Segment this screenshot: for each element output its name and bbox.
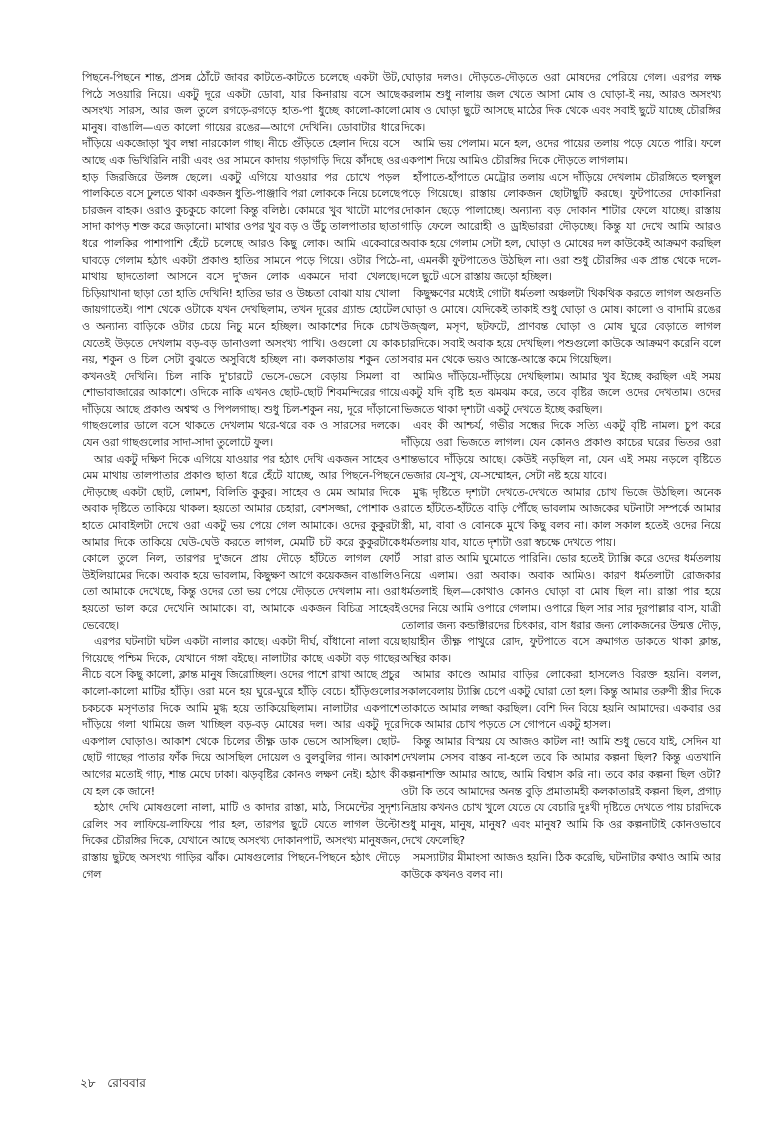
page-footer (80, 1075, 154, 1095)
paragraph: মুগ্ধ দৃষ্টিতে দৃশ্যটা দেখতে-দেখতে আমার চোখ ভিজে উঠছিল। অনেক রাতে হাঁটতে-হাঁটতে বাড়ি পৌঁছে ভাবলাম আজকের ঘটনাটা সম্পর্কে আমার স্ত্রী, মা, বাবা ও বোনকে মুখে কিছু বলব না। কাল সকাল হতেই ওদের নিয়ে ধর্মতলায় যাব, যাতে দৃশ্যটা ওরা স্বচক্ষে দেখতে পায়। (401, 485, 721, 549)
paragraph: এবং কী আশ্চর্য, গভীর সন্ধের দিকে সত্যি একটু বৃষ্টি নামল। চুপ করে দাঁড়িয়ে ওরা ভিজতে লাগল। যেন কোনও প্রকাণ্ড কাচের ঘরের ভিতর ওরা শান্তভাবে দাঁড়িয়ে আছে। কেউই নড়ছিল না, যেন এই সময় নড়লে বৃষ্টিতে ভেজার যে-সুখ, যে-সম্মোহন, সেটা নষ্ট হয়ে যাবে। (401, 419, 721, 483)
paragraph: হাঁপাতে-হাঁপাতে মেট্রোর তলায় এসে দাঁড়িয়ে দেখলাম চৌরঙ্গিতে হুলস্থুল পড়ে গিয়েছে। রাস্তায় লোকজন ছোটাছুটি করছে। ফুটপাতের দোকানিরা দোকান ছেড়ে পালাচ্ছে। অন্যান্য বড় দোকান শাটার ফেলে যাচ্ছে। রাস্তায় গাড়ি ফেলে আরোহী ও ড্রাইভাররা দৌড়চ্ছে। কিন্তু যা দেখে আমি আরও অবাক হয়ে গেলাম সেটা হল, ঘোড়া ও মোষের দল কাউকেই আক্রমণ করছিল না, এমনকী ফুটপাতেও উঠছিল না। ওরা শুধু চৌরঙ্গির এক প্রান্ত থেকে দলে-দলে ছুটে এসে রাস্তায় জড়ো হচ্ছিল। (401, 170, 721, 284)
paragraph: আমিও দাঁড়িয়ে-দাঁড়িয়ে দেখছিলাম। আমার খুব ইচ্ছে করছিল এই সময় একটু যদি বৃষ্টি হত ঝমঝম করে, তবে বৃষ্টির জলে ওদের দেখতাম। ওদের ভিজতে থাকা দৃশ্যটা একটু দেখতে ইচ্ছে করছিল। (401, 369, 721, 416)
paragraph: হঠাৎ দেখি মোষগুলো নালা, মাটি ও কাদার রাস্তা, মাঠ, সিমেন্টের সুদৃশ্য রেলিং সব লাফিয়ে-লাফিয়ে পার হল, তারপর ছুটে যেতে লাগল উল্টো দিকের চৌরঙ্গির দিকে, যেখানে আছে অসংখ্য দোকানপাট, অসংখ্য মানুষজন, রাস্তায় ছুটছে অসংখ্য গাড়ির ঝাঁক। মোষগুলোর পিছনে-পিছনে হঠাৎ দৌড়ে গেল (82, 801, 400, 881)
page-number: ২৮ (80, 1076, 96, 1090)
paragraph: সারা রাত আমি ঘুমোতে পারিনি। ভোর হতেই ট্যাক্সি করে ওদের ধর্মতলায় নিয়ে এলাম। ওরা অবাক। অবাক আমিও। কারণ ধর্মতলাটা রোজকার ধর্মতলাই ছিল—কোথাও কোনও ঘোড়া বা মোষ ছিল না। রাস্তা পার হয়ে ওদের নিয়ে আমি ওপারে গেলাম। ওপারে ছিল সার সার দূরপাল্লার বাস, যাত্রী তোলার জন্য কন্ডাক্টারদের চিৎকার, বাস ধরার জন্য লোকজনের উন্মত্ত দৌড়, ছায়াহীন তীক্ষ্ণ পাথুরে রোদ, ফুটপাতে বসে ক্রমাগত ডাকতে থাকা ক্লান্ত, অস্থির কাক। (401, 552, 721, 665)
paragraph: আমি ভয় পেলাম। মনে হল, ওদের পায়ের তলায় পড়ে যেতে পারি। ফলে একপাশ দিয়ে আমিও চৌরঙ্গির দিকে দৌড়তে লাগলাম। (401, 137, 721, 167)
paragraph: ঘোড়ার দলও। দৌড়তে-দৌড়তে ওরা মোষদের পেরিয়ে গেল। এরপর লক্ষ করলাম শুধু নালায় জল খেতে আসা মোষ ও ঘোড়া-ই নয়, আরও অসংখ্য মোষ ও ঘোড়া ছুটে আসছে মাঠের দিক থেকে এবং সবাই ছুটে যাচ্ছে চৌরঙ্গির দিকে। (401, 71, 721, 134)
paragraph: আর একটু দক্ষিণ দিকে এগিয়ে যাওয়ার পর হঠাৎ দেখি একজন সাহেব ও মেম মাথায় তালপাতার প্রকাণ্ড ছাতা ধরে হেঁটে যাচ্ছে, আর পিছনে-পিছনে দৌড়চ্ছে একটা ছোট, লোমশ, বিলিতি কুকুর। সাহেব ও মেম আমার দিকে অবাক দৃষ্টিতে তাকিয়ে থাকল। হয়তো আমার চেহারা, বেশসজ্জা, পোশাক ও হাতে মোবাইলটা দেখে ওরা একটু ভয় পেয়ে গেল আমাকে। ওদের কুকুরটা আমার দিকে তাকিয়ে ঘেউ-ঘেউ করতে লাগল, মেমটি চট করে কুকুরটাকে কোলে তুলে নিল, তারপর দু'জনে প্রায় দৌড়ে হাঁটতে লাগল ফোর্ট উইলিয়ামের দিকে। অবাক হয়ে ভাবলাম, কিছুক্ষণ আগে কয়েকজন বাঙালিও তো আমাকে দেখেছে, কিন্তু ওদের তো ভয় পেয়ে দৌড়তে দেখলাম না। ওরা হয়তো ভাল করে দেখেনি আমাকে। বা, আমাকে একজন বিচিত্র সাহেবই ভেবেছে। (82, 452, 400, 632)
magazine-name: রোববার (107, 1076, 146, 1090)
paragraph: পিছনে-পিছনে শান্ত, প্রসন্ন ঠোঁটে জাবর কাটতে-কাটতে চলেছে একটা উট, পিঠে সওয়ারি নিয়ে। একটু দূরে একটা ডোবা, যার কিনারায় বসে আছে অসংখ্য সারস, আর জল তুলে রগড়ে-রগড়ে হাত-পা ধুচ্ছে কালো-কালো মানুষ। বাঙালি—এত কালো গায়ের রঙের—আগে দেখিনি। ডোবাটার ধারে দাঁড়িয়ে একজোড়া খুব লম্বা নারকোল গাছ। নীচে গুঁড়িতে হেলান দিয়ে বসে আছে এক ভিখিরিনি নারী এবং ওর সামনে কাদায় গড়াগড়ি দিয়ে কাঁদছে ওর হাড় জিরজিরে উলঙ্গ ছেলে। একটু এগিয়ে যাওয়ার পর চোখে পড়ল পালকিতে বসে ঢুলতে থাকা একজন ধুতি-পাঞ্জাবি পরা লোককে নিয়ে চলেছে চারজন বাহক। ওরাও কুচকুচে কালো কিন্তু বলিষ্ঠ। কোমরে খুব খাটো মাপের সাদা কাপড় শক্ত করে জড়ানো। মাথার ওপর খুব বড় ও উঁচু তালপাতার ছাতা ধরে পালকির পাশাপাশি হেঁটে চলেছে আরও কিছু লোক। আমি একেবারে ঘাবড়ে গেলাম হঠাৎ একটা প্রকাণ্ড হাতির সামনে পড়ে গিয়ে। ওটার পিঠে-মাথায় ছাদতোলা আসনে বসে দু'জন লোক একমনে দাবা খেলছে। চিড়িয়াখানা ছাড়া তো হাতি দেখিনি! হাতির ভার ও উচ্চতা বোঝা যায় খোলা জায়গাতেই। পাশ থেকে ওটাকে যখন দেখছিলাম, তখন দূরের গ্র্যান্ড হোটেল ও অন্যান্য বাড়িকে ওটার চেয়ে নিচু মনে হচ্ছিল। আকাশের দিকে চোখ যেতেই উড়তে দেখলাম বড়-বড় ডানাওলা অসংখ্য পাখি। ওগুলো যে কাক নয়, শকুন ও চিল সেটা বুঝতে অসুবিধে হচ্ছিল না। কলকাতায় শকুন তো কখনওই দেখিনি। চিল নাকি দু'চারটে ভেসে-ভেসে বেড়ায় সিমলা বা শোভাবাজারের আকাশে। ওদিকে নাকি এখনও ছোট-ছোট শিবমন্দিরের গায়ে দাঁড়িয়ে আছে প্রকাণ্ড অশ্বত্থ ও পিপলগাছ। শুধু চিল-শকুন নয়, দূরে দাঁড়ানো গাছগুলোর ডালে বসে থাকতে দেখলাম থরে-থরে বক ও সারসের দলকে। যেন ওরা গাছগুলোর সাদা-সাদা তুলোটে ফুল। (82, 71, 400, 450)
paragraph: কিন্তু আমার বিস্ময় যে আজও কাটল না! আমি শুধু ভেবে যাই, সেদিন যা দেখলাম সেসব বাস্তব না-হলে তবে কি আমার কল্পনা ছিল? কিন্তু এতখানি কল্পনাশক্তি আমার আছে, আমি বিশ্বাস করি না। তবে কার কল্পনা ছিল ওটা? ওটা কি তবে আমাদের অনন্ত বুড়ি প্রমাতামহী কলকাতারই কল্পনা ছিল, প্রগাঢ় নিদ্রায় কখনও চোখ খুলে যেতে যে বেচারি দুঃখী দৃষ্টিতে দেখতে পায় চারদিকে শুধু মানুষ, মানুষ, মানুষ? এবং মানুষ? আমি কি ওর কল্পনাটাই কোনওভাবে দেখে ফেলেছি? (401, 734, 721, 848)
paragraph: কিছুক্ষণের মধ্যেই গোটা ধর্মতলা অঞ্চলটা থিকথিক করতে লাগল অগুনতি ঘোড়া ও মোষে। যেদিকেই তাকাই শুধু ঘোড়া ও মোষ। কালো ও বাদামি রঙের উজ্জ্বল, মসৃণ, ছটফটে, প্রাণবন্ত ঘোড়া ও মোষ ঘুরে বেড়াতে লাগল চারদিকে। সবাই অবাক হয়ে দেখছিল। পশুগুলো কাউকে আক্রমণ করেনি বলে সবার মন থেকে ভয়ও আস্তে-আস্তে কমে গিয়েছিল। (401, 286, 721, 367)
paragraph: এরপর ঘটনাটা ঘটল একটা নালার কাছে। একটা দীর্ঘ, বাঁধানো নালা বয়ে গিয়েছে পশ্চিম দিকে, যেখানে গঙ্গা বইছে। নালাটার কাছে একটা বড় গাছের নীচে বসে কিছু কালো, ক্লান্ত মানুষ জিরোচ্ছিল। ওদের পাশে রাখা আছে প্রচুর কালো-কালো মাটির হাঁড়ি। ওরা মনে হয় ঘুরে-ঘুরে হাঁড়ি বেচে। হাঁড়িগুলোর চকচকে মসৃণতার দিকে আমি মুগ্ধ হয়ে তাকিয়েছিলাম। নালাটার একপাশে দাঁড়িয়ে গলা থামিয়ে জল খাচ্ছিল বড়-বড় মোষের দল। আর একটু দূরে একপাল ঘোড়াও। আকাশ থেকে চিলের তীক্ষ্ণ ডাক ভেসে আসছিল। ছোট-ছোট গাছের পাতার ফাঁক দিয়ে আসছিল দোয়েল ও বুলবুলির গান। আকাশ আগের মতোই গাঢ়, শান্ত মেঘে ঢাকা। ঝড়বৃষ্টির কোনও লক্ষণ নেই। হঠাৎ কী যে হল কে জানে! (82, 635, 400, 798)
right-column (401, 70, 721, 1040)
left-column (82, 70, 400, 1040)
paragraph: আমার কাণ্ডে আমার বাড়ির লোকেরা হাসলেও বিরক্ত হয়নি। বলল, সকালবেলায় ট্যাক্সি চেপে একটু ঘোরা তো হল। কিন্তু আমার তরুণী স্ত্রীর দিকে তাকাতে আমার লজ্জা করছিল। বেশি দিন বিয়ে হয়নি আমাদের। একবার ওর দিকে আমার চোখ পড়তে সে গোপনে একটু হাসল। (401, 668, 721, 732)
paragraph: সমস্যাটার মীমাংসা আজও হয়নি। ঠিক করেছি, ঘটনাটার কথাও আমি আর কাউকে কখনও বলব না। (401, 850, 721, 881)
